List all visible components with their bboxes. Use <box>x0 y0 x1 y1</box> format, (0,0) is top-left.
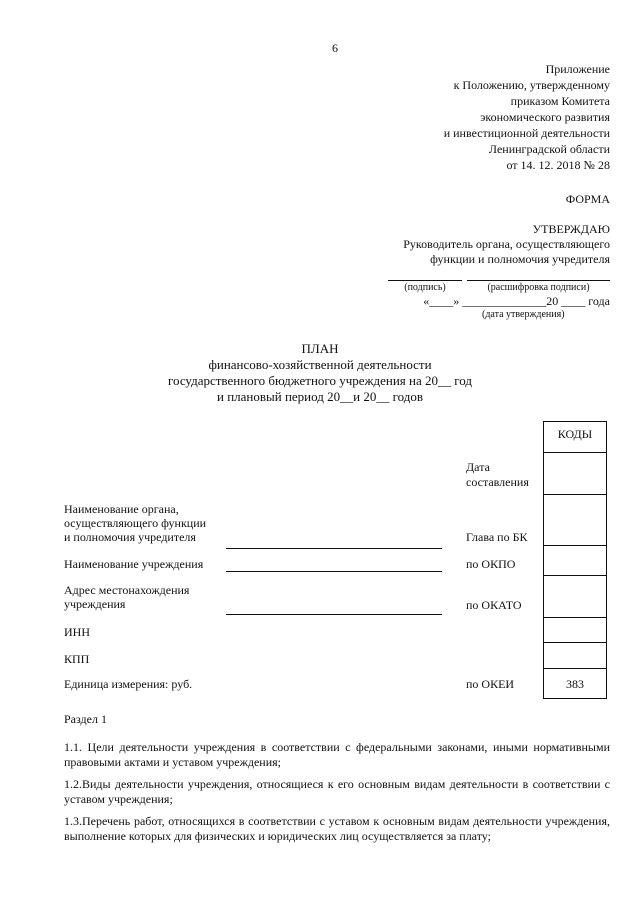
decoding-caption: (расшифровка подписи) <box>487 282 590 293</box>
section-paragraph-2: 1.2.Виды деятельности учреждения, относящиеся к его основным видам деятельности в соответствии с уставом учреждения; <box>64 777 610 806</box>
organ-field-line <box>226 548 442 549</box>
codes-header: КОДЫ <box>557 427 593 441</box>
codes-row-divider <box>543 668 607 669</box>
approve-title: УТВЕРЖДАЮ <box>532 222 610 236</box>
appendix-line-7: от 14. 12. 2018 № 28 <box>506 158 610 172</box>
codes-row-divider <box>543 617 607 618</box>
approve-date-line: «____» ______________20 ____ года <box>423 294 610 308</box>
date-label-line-1: Дата <box>466 460 490 474</box>
signature-caption: (подпись) <box>404 282 446 293</box>
glava-bk-label: Глава по БК <box>466 530 528 544</box>
section-paragraph-1: 1.1. Цели деятельности учреждения в соответствии с федеральными законами, иными нормативными правовыми актами и уставом учреждения; <box>64 740 610 769</box>
okato-label: по ОКАТО <box>466 598 522 612</box>
codes-table <box>543 421 607 699</box>
appendix-line-6: Ленинградской области <box>488 142 610 156</box>
unit-label: Единица измерения: руб. <box>64 677 193 691</box>
section-paragraph-3: 1.3.Перечень работ, относящихся в соответствии с уставом к основным видам деятельности учреждения, выполнение которых для физических и юридических лиц осуществляется за плату; <box>64 814 610 843</box>
appendix-line-2: к Положению, утвержденному <box>453 78 610 92</box>
institution-field-line <box>226 571 442 572</box>
plan-title-line-1: ПЛАН <box>301 341 339 356</box>
form-label: ФОРМА <box>565 192 610 206</box>
appendix-line-5: и инвестиционной деятельности <box>443 126 610 140</box>
page-number: 6 <box>332 41 338 55</box>
codes-row-divider <box>543 575 607 576</box>
plan-title-line-2: финансово-хозяйственной деятельности <box>208 357 432 372</box>
institution-label: Наименование учреждения <box>64 557 204 571</box>
codes-row-divider <box>543 545 607 546</box>
signature-line <box>388 280 462 281</box>
codes-row-divider <box>543 642 607 643</box>
organ-label-line-3: и полномочия учредителя <box>64 530 196 544</box>
address-label-line-1: Адрес местонахождения <box>64 583 190 597</box>
date-label-line-2: составления <box>466 475 529 489</box>
appendix-line-3: приказом Комитета <box>510 94 610 108</box>
address-field-line <box>226 614 442 615</box>
organ-label-line-2: осуществляющего функции <box>64 516 207 530</box>
organ-label-line-1: Наименование органа, <box>64 502 179 516</box>
plan-title-line-3: государственного бюджетного учреждения на 20__ год <box>167 373 472 388</box>
inn-label: ИНН <box>64 625 90 639</box>
plan-title-line-4: и плановый период 20__и 20__ годов <box>217 389 423 404</box>
address-label-line-2: учреждения <box>64 597 126 611</box>
section-title: Раздел 1 <box>64 712 107 726</box>
codes-row-divider <box>543 452 607 453</box>
approve-line-1: Руководитель органа, осуществляющего <box>403 237 610 251</box>
okei-label: по ОКЕИ <box>466 677 515 691</box>
decoding-line <box>467 280 610 281</box>
codes-row-divider <box>543 494 607 495</box>
approve-line-2: функции и полномочия учредителя <box>430 252 610 266</box>
appendix-line-4: экономического развития <box>480 110 610 124</box>
kpp-label: КПП <box>64 652 90 666</box>
appendix-line-1: Приложение <box>545 62 610 76</box>
approve-date-caption: (дата утверждения) <box>482 309 565 320</box>
okpo-label: по ОКПО <box>466 557 516 571</box>
okei-code-value: 383 <box>566 677 584 691</box>
